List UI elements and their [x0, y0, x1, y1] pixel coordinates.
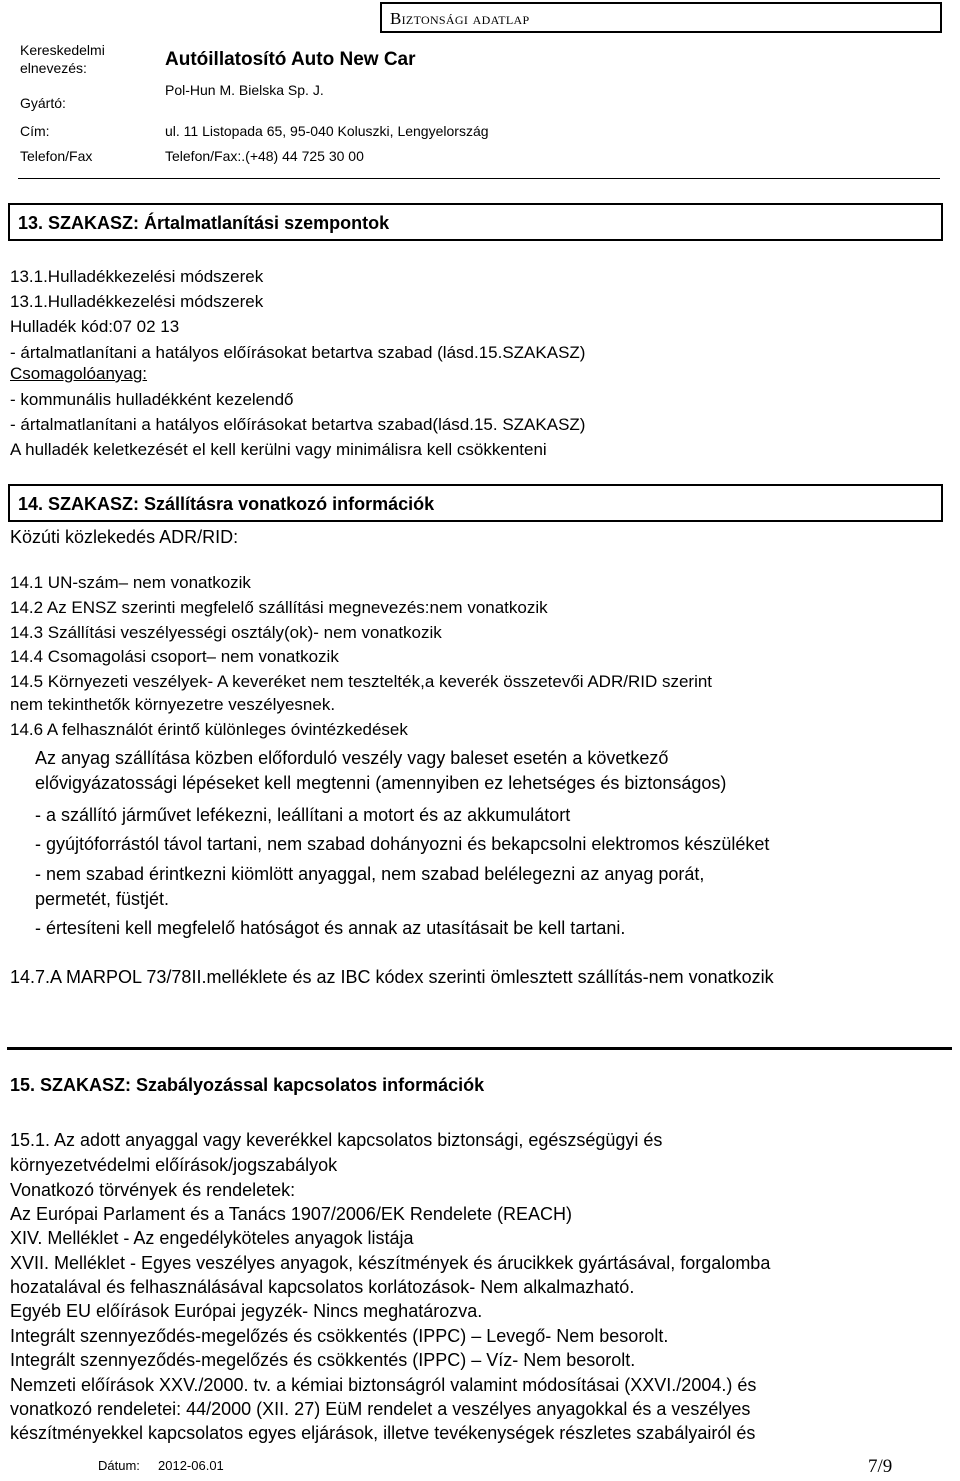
manufacturer: Pol-Hun M. Bielska Sp. J.	[165, 82, 324, 98]
footer-date: 2012-06.01	[158, 1458, 224, 1473]
s14-item: 14.1 UN-szám– nem vonatkozik	[10, 573, 251, 592]
s13-line: - ártalmatlanítani a hatályos előírásokat betartva szabad (lásd.15.SZAKASZ)	[10, 343, 586, 362]
s13-line: 13.1.Hulladékkezelési módszerek	[10, 292, 264, 311]
address-label: Cím:	[20, 123, 50, 139]
s15-line: Integrált szennyeződés-megelőzés és csökkentés (IPPC) – Levegő- Nem besorolt.	[10, 1326, 669, 1346]
s14-precaution: Az anyag szállítása közben előforduló veszély vagy baleset esetén a következő	[35, 748, 669, 768]
section-15-divider	[7, 1047, 952, 1050]
s14-subtitle: Közúti közlekedés ADR/RID:	[10, 527, 239, 547]
s13-packaging-heading: Csomagolóanyag:	[10, 364, 148, 383]
s15-line: hozatalával és felhasználásával kapcsolatos korlátozások- Nem alkalmazható.	[10, 1277, 635, 1297]
s13-line: - ártalmatlanítani a hatályos előírásokat betartva szabad(lásd.15. SZAKASZ)	[10, 415, 586, 434]
s14-precaution: - gyújtóforrástól távol tartani, nem szabad dohányozni és bekapcsolni elektromos készüléket	[35, 834, 770, 854]
section-14-title: 14. SZAKASZ: Szállításra vonatkozó információk	[18, 494, 435, 514]
s15-line: készítményekkel kapcsolatos egyes eljárások, illetve tevékenységek részletes szabályairól és	[10, 1423, 756, 1443]
s14-precaution: elővigyázatossági lépéseket kell megtenni (amennyiben ez lehetséges és biztonságos)	[35, 773, 727, 793]
s14-item: 14.2 Az ENSZ szerinti megfelelő szállítási megnevezés:nem vonatkozik	[10, 598, 548, 617]
s15-line: 15.1. Az adott anyaggal vagy keverékkel kapcsolatos biztonsági, egészségügyi és	[10, 1130, 663, 1150]
s14-item: 14.6 A felhasználót érintő különleges óvintézkedések	[10, 720, 408, 739]
s14-marpol: 14.7.A MARPOL 73/78II.melléklete és az IBC kódex szerinti ömlesztett szállítás-nem vonatkozik	[10, 967, 774, 987]
s14-precaution: - nem szabad érintkezni kiömlött anyaggal, nem szabad belélegezni az anyag porát,	[35, 864, 705, 884]
header-divider	[18, 178, 940, 179]
s13-line: - kommunális hulladékként kezelendő	[10, 390, 294, 409]
document-title: Biztonsági adatlap	[390, 9, 530, 28]
s15-line: Nemzeti előírások XXV./2000. tv. a kémiai biztonságról valamint módosításai (XXVI./2004.) és	[10, 1375, 757, 1395]
s15-line: Az Európai Parlament és a Tanács 1907/2006/EK Rendelete (REACH)	[10, 1204, 572, 1224]
document-title-box	[380, 2, 942, 33]
section-14-header	[8, 484, 943, 522]
s15-line: XVII. Melléklet - Egyes veszélyes anyagok, készítmények és árucikkek gyártásával, forgalomba	[10, 1253, 771, 1273]
trade-name-label: Kereskedelmi	[20, 42, 105, 58]
s14-item: 14.5 Környezeti veszélyek- A keveréket nem tesztelték,a keverék összetevői ADR/RID szerint	[10, 672, 713, 691]
s14-precaution: permetét, füstjét.	[35, 889, 170, 909]
phone-label: Telefon/Fax	[20, 148, 93, 164]
s15-line: Egyéb EU előírások Európai jegyzék- Nincs meghatározva.	[10, 1301, 483, 1321]
trade-name: Autóillatosító Auto New Car	[165, 49, 416, 70]
s14-item: nem tekinthetők környezetre veszélyesnek.	[10, 695, 336, 714]
s14-precaution: - értesíteni kell megfelelő hatóságot és annak az utasításait be kell tartani.	[35, 918, 626, 938]
section-13-header	[8, 203, 943, 241]
s13-line: Hulladék kód:07 02 13	[10, 317, 180, 336]
s15-line: környezetvédelmi előírások/jogszabályok	[10, 1155, 338, 1175]
page-number: 7/9	[868, 1456, 893, 1477]
trade-name-label-cont: elnevezés:	[20, 60, 87, 76]
section-15-title: 15. SZAKASZ: Szabályozással kapcsolatos információk	[10, 1075, 485, 1095]
s15-line: Integrált szennyeződés-megelőzés és csökkentés (IPPC) – Víz- Nem besorolt.	[10, 1350, 636, 1370]
s14-item: 14.4 Csomagolási csoport– nem vonatkozik	[10, 647, 339, 666]
s13-line: A hulladék keletkezését el kell kerülni vagy minimálisra kell csökkenteni	[10, 440, 547, 459]
footer-date-label: Dátum:	[98, 1458, 140, 1473]
s14-item: 14.3 Szállítási veszélyességi osztály(ok)- nem vonatkozik	[10, 623, 442, 642]
s13-line: 13.1.Hulladékkezelési módszerek	[10, 267, 264, 286]
phone: Telefon/Fax:.(+48) 44 725 30 00	[165, 148, 364, 164]
address: ul. 11 Listopada 65, 95-040 Koluszki, Lengyelország	[165, 123, 489, 139]
s15-line: XIV. Melléklet - Az engedélyköteles anyagok listája	[10, 1228, 414, 1248]
manufacturer-label: Gyártó:	[20, 95, 66, 111]
section-13-title: 13. SZAKASZ: Ártalmatlanítási szempontok	[18, 213, 390, 233]
s15-line: vonatkozó rendeletei: 44/2000 (XII. 27) EüM rendelet a veszélyes anyagokkal és a veszélyes	[10, 1399, 751, 1419]
s15-line: Vonatkozó törvények és rendeletek:	[10, 1180, 296, 1200]
s14-precaution: - a szállító járművet lefékezni, leállítani a motort és az akkumulátort	[35, 805, 571, 825]
